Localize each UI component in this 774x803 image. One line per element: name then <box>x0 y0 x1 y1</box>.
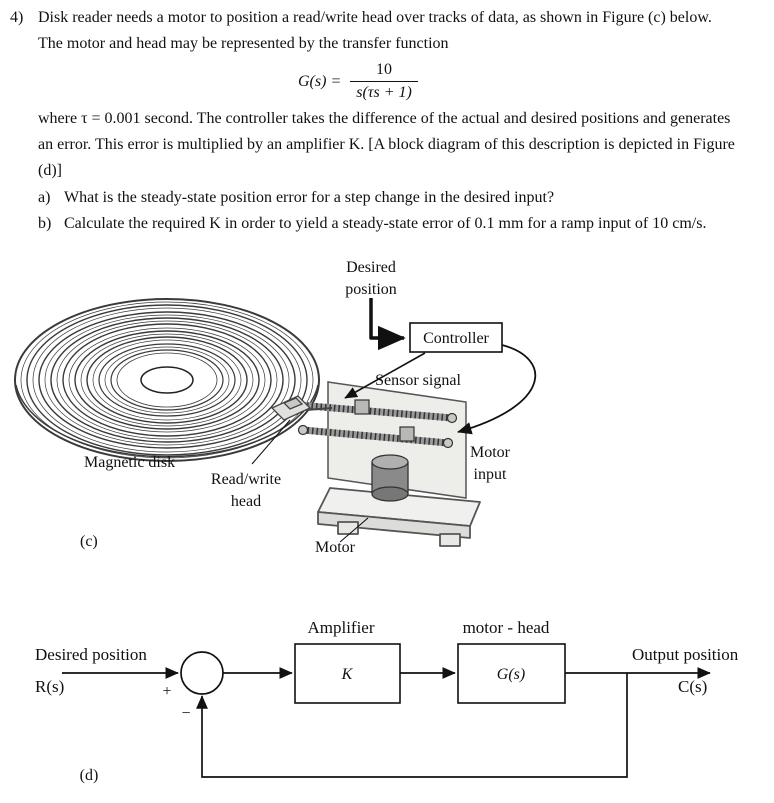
problem-body-text: where τ = 0.001 second. The controller takes the difference of the actual and desired positions and generates an error. This error is multiplied by an amplifier K. [A block diagram of this description is depicted in Figure (d)] <box>38 110 735 179</box>
magnetic-disk-art <box>15 299 319 461</box>
desired-position-arrow <box>371 298 404 338</box>
r-s-label: R(s) <box>35 677 65 696</box>
equation-lhs: G(s) = <box>298 72 342 90</box>
desired-position-label: Desired position <box>35 645 147 664</box>
part-a-text: What is the steady-state position error for a step change in the desired input? <box>64 189 555 206</box>
equation-fraction <box>350 60 418 103</box>
figure-c <box>0 250 774 582</box>
figure-d-caption: (d) <box>79 767 99 784</box>
motor-input-wire <box>458 345 535 432</box>
magnetic-disk-label: Magnetic disk <box>84 454 176 471</box>
c-s-label: C(s) <box>678 677 708 696</box>
part-b <box>38 211 766 237</box>
minus-sign: − <box>181 705 191 722</box>
transfer-function-equation <box>298 60 766 103</box>
part-a-marker: a) <box>38 189 51 206</box>
summing-junction <box>181 652 223 694</box>
problem-body <box>10 106 766 184</box>
figure-c-caption: (c) <box>80 533 98 550</box>
controller-label: Controller <box>423 330 489 347</box>
read-write-head-leader <box>252 420 290 464</box>
read-write-head-label-line2: head <box>230 493 262 510</box>
problem-intro-text: Disk reader needs a motor to position a read/write head over tracks of data, as shown in Figure (c) below. The motor and head may be represented by the transfer function <box>38 9 712 52</box>
amplifier-label: Amplifier <box>307 618 375 637</box>
plus-sign: + <box>162 683 172 700</box>
motor-input-label-line1: Motor <box>470 444 510 461</box>
motor-input-label-line2: input <box>473 466 507 483</box>
sensor-signal-label: Sensor signal <box>375 372 461 389</box>
desired-position-label-line2: position <box>345 281 397 298</box>
problem-text <box>10 5 766 237</box>
read-write-head-label-line1: Read/write <box>210 471 282 488</box>
figure-c-art <box>0 250 774 582</box>
figure-d-art <box>0 590 774 803</box>
part-a <box>38 185 766 211</box>
problem-body-indent <box>10 106 38 184</box>
problem-intro <box>10 5 766 57</box>
motor-label: Motor <box>315 539 355 556</box>
output-position-label: Output position <box>632 645 739 664</box>
motor-head-label: motor - head <box>462 618 550 637</box>
equation-numerator: 10 <box>376 61 393 78</box>
equation-denominator: s(τs + 1) <box>350 81 418 103</box>
desired-position-label-line1: Desired <box>346 259 396 276</box>
motor-cylinder <box>372 455 408 501</box>
problem-parts <box>10 185 766 237</box>
figure-d <box>0 590 774 803</box>
g-s-label: G(s) <box>496 666 526 683</box>
part-b-marker: b) <box>38 215 52 232</box>
part-b-text: Calculate the required K in order to yield a steady-state error of 0.1 mm for a ramp input of 10 cm/s. <box>64 215 707 232</box>
gain-k-label: K <box>341 666 353 683</box>
problem-number: 4) <box>10 9 24 26</box>
